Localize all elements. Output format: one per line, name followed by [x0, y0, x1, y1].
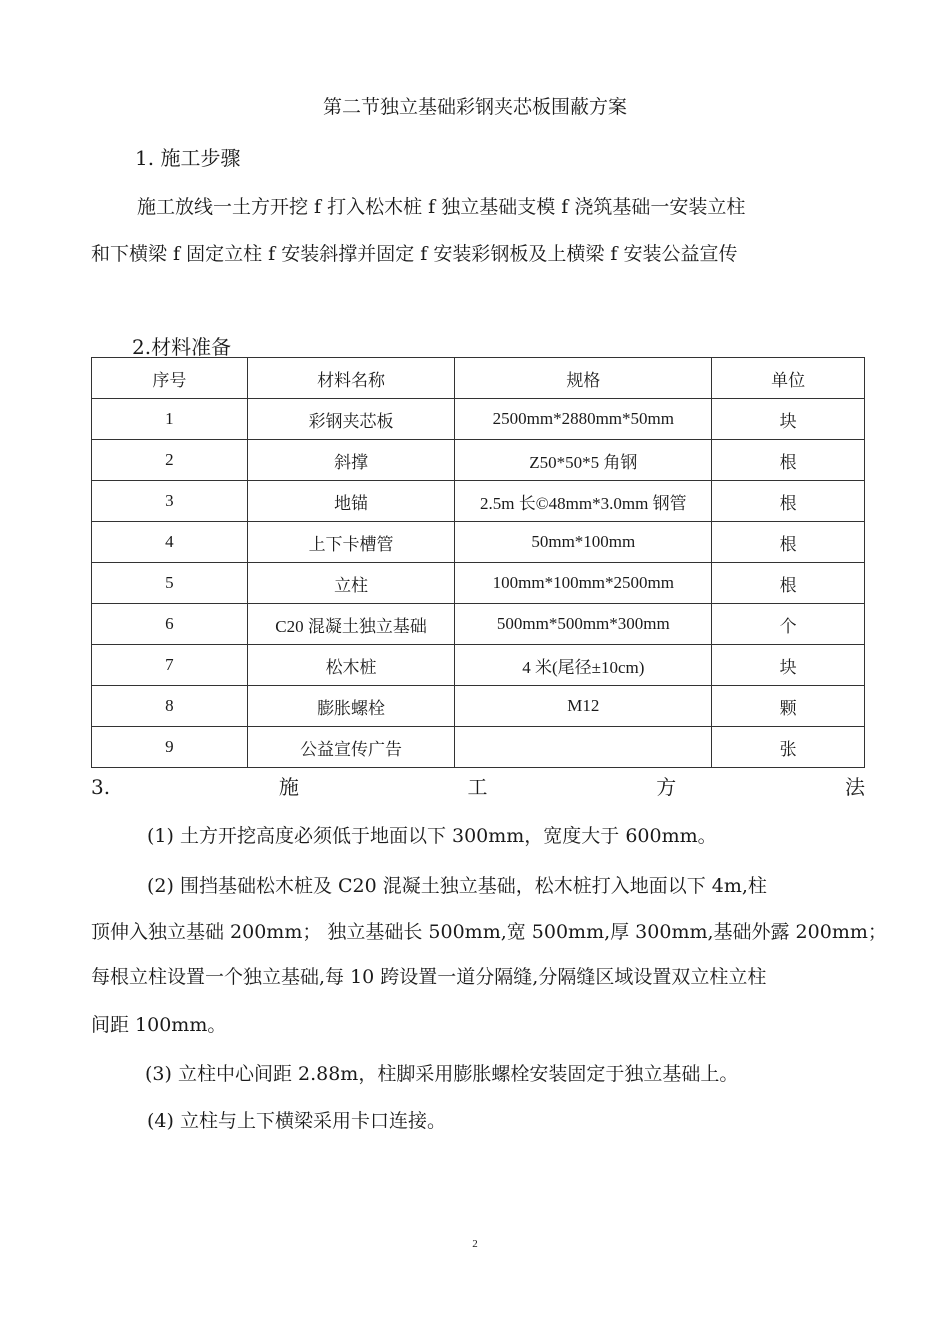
cell-index: 9 — [92, 727, 248, 768]
header-name: 材料名称 — [247, 358, 455, 399]
method-paragraph-2-line-3: 每根立柱设置一个独立基础,每 10 跨设置一道分隔缝,分隔缝区域设置双立柱立柱 — [91, 966, 767, 988]
cell-name: 斜撑 — [247, 440, 455, 481]
table-row — [92, 399, 865, 440]
method-paragraph-2-line-1: (2) 围挡基础松木桩及 C20 混凝土独立基础，松木桩打入地面以下 4m,柱 — [147, 875, 767, 897]
cell-spec: 2.5m 长©48mm*3.0mm 钢管 — [455, 481, 712, 522]
cell-unit: 个 — [712, 604, 865, 645]
cell-unit: 颗 — [712, 686, 865, 727]
cell-unit: 根 — [712, 481, 865, 522]
cell-name: 松木桩 — [247, 645, 455, 686]
table-row — [92, 686, 865, 727]
cell-unit: 根 — [712, 563, 865, 604]
cell-index: 6 — [92, 604, 248, 645]
table-row — [92, 481, 865, 522]
table-row — [92, 727, 865, 768]
cell-name: 膨胀螺栓 — [247, 686, 455, 727]
document-title: 第二节独立基础彩钢夹芯板围蔽方案 — [322, 96, 627, 118]
section-1-line-2: 和下横梁 f 固定立柱 f 安装斜撑并固定 f 安装彩钢板及上横梁 f 安装公益宣传 — [91, 243, 738, 265]
cell-index: 5 — [92, 563, 248, 604]
cell-unit: 根 — [712, 440, 865, 481]
header-unit: 单位 — [712, 358, 865, 399]
section-3-heading-part: 法 — [844, 775, 865, 799]
cell-index: 8 — [92, 686, 248, 727]
table-header-row — [92, 358, 865, 399]
table-row — [92, 522, 865, 563]
header-index: 序号 — [92, 358, 248, 399]
method-paragraph-1: (1) 土方开挖高度必须低于地面以下 300mm，宽度大于 600mm。 — [147, 825, 717, 847]
cell-index: 7 — [92, 645, 248, 686]
cell-index: 3 — [92, 481, 248, 522]
table-row — [92, 563, 865, 604]
section-1-line-1: 施工放线一土方开挖 f 打入松木桩 f 独立基础支模 f 浇筑基础一安装立柱 — [137, 196, 746, 218]
section-3-heading-part: 施 — [278, 775, 299, 799]
cell-spec: 4 米(尾径±10cm) — [455, 645, 712, 686]
cell-unit: 张 — [712, 727, 865, 768]
cell-spec: 500mm*500mm*300mm — [455, 604, 712, 645]
method-paragraph-2-line-2: 顶伸入独立基础 200mm； 独立基础长 500mm,宽 500mm,厚 300mm,基础外露 200mm； — [91, 921, 887, 943]
materials-table — [91, 357, 865, 768]
section-3-heading — [91, 773, 865, 801]
page-number: 2 — [472, 1238, 478, 1250]
method-paragraph-4: (4) 立柱与上下横梁采用卡口连接。 — [147, 1110, 446, 1132]
cell-name: C20 混凝土独立基础 — [247, 604, 455, 645]
cell-index: 1 — [92, 399, 248, 440]
cell-spec: Z50*50*5 角钢 — [455, 440, 712, 481]
cell-spec: 50mm*100mm — [455, 522, 712, 563]
cell-name: 立柱 — [247, 563, 455, 604]
cell-spec — [455, 727, 712, 768]
section-3-heading-part: 3. — [91, 775, 111, 799]
method-paragraph-3: (3) 立柱中心间距 2.88m，柱脚采用膨胀螺栓安装固定于独立基础上。 — [145, 1063, 739, 1085]
cell-name: 上下卡槽管 — [247, 522, 455, 563]
section-3-heading-part: 方 — [656, 775, 677, 799]
cell-unit: 块 — [712, 399, 865, 440]
cell-unit: 根 — [712, 522, 865, 563]
materials-table-body — [92, 358, 865, 768]
cell-spec: 2500mm*2880mm*50mm — [455, 399, 712, 440]
section-1-heading: 1. 施工步骤 — [135, 146, 241, 170]
cell-spec: M12 — [455, 686, 712, 727]
table-row — [92, 604, 865, 645]
cell-name: 彩钢夹芯板 — [247, 399, 455, 440]
section-2-heading: 2.材料准备 — [132, 335, 232, 359]
section-3-heading-part: 工 — [467, 775, 488, 799]
cell-name: 地锚 — [247, 481, 455, 522]
cell-spec: 100mm*100mm*2500mm — [455, 563, 712, 604]
cell-index: 4 — [92, 522, 248, 563]
cell-index: 2 — [92, 440, 248, 481]
table-row — [92, 645, 865, 686]
cell-name: 公益宣传广告 — [247, 727, 455, 768]
cell-unit: 块 — [712, 645, 865, 686]
table-row — [92, 440, 865, 481]
header-spec: 规格 — [455, 358, 712, 399]
method-paragraph-2-line-4: 间距 100mm。 — [91, 1014, 227, 1036]
